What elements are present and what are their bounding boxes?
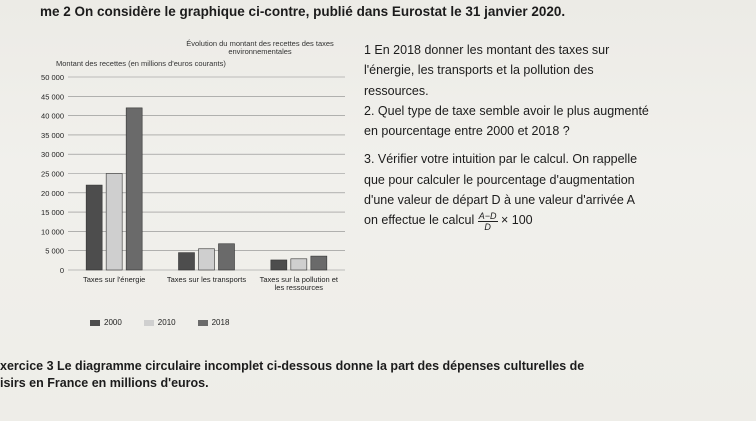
bar-2000-1 — [179, 253, 195, 270]
y-tick-label: 20 000 — [41, 188, 64, 198]
y-tick-label: 15 000 — [41, 208, 64, 218]
exercise-3-line-2: isirs en France en millions d'euros. — [0, 376, 209, 390]
category-label-1: Taxes sur les transports — [166, 275, 247, 284]
exercise-3-line-1: xercice 3 Le diagramme circulaire incomplet ci-dessous donne la part des dépenses culturelles de — [0, 359, 585, 373]
questions-block — [364, 40, 752, 232]
formula-denominator: D — [484, 221, 491, 232]
category-label-2: Taxes sur la pollution et les ressources — [259, 275, 339, 292]
legend-label: 2018 — [211, 318, 230, 327]
y-tick-label: 35 000 — [41, 130, 64, 140]
bar-2010-1 — [199, 249, 215, 270]
y-tick-label: 45 000 — [41, 92, 64, 102]
question-1-line-1: 1 En 2018 donner les montant des taxes sur — [364, 43, 610, 57]
bar-2018-0 — [126, 108, 142, 270]
bar-2000-0 — [86, 185, 102, 270]
question-2-line-1: 2. Quel type de taxe semble avoir le plus augmenté — [364, 103, 649, 118]
bar-2018-1 — [219, 244, 235, 270]
formula-tail: × 100 — [501, 213, 533, 228]
percentage-formula-fraction — [478, 211, 498, 232]
y-tick-label: 30 000 — [41, 150, 64, 160]
question-3-line-2: que pour calculer le pourcentage d'augmentation — [364, 172, 635, 187]
legend-swatch — [90, 320, 100, 326]
y-tick-label: 0 — [59, 266, 64, 275]
chart-legend — [90, 318, 251, 327]
y-tick-label: 40 000 — [41, 111, 64, 121]
question-2-line-2: en pourcentage entre 2000 et 2018 ? — [364, 124, 570, 139]
y-axis-title: Montant des recettes (en millions d'euros courants) — [56, 59, 226, 68]
legend-label: 2000 — [104, 318, 122, 327]
question-3-line-4 — [364, 210, 752, 231]
bar-2018-2 — [311, 256, 327, 270]
question-1-line-2: l'énergie, les transports et la pollution des — [364, 63, 594, 78]
legend-swatch — [198, 320, 208, 326]
formula-numerator: A−D — [478, 210, 497, 221]
question-1-line-3: ressources. — [364, 83, 429, 98]
y-tick-label: 50 000 — [41, 73, 64, 82]
question-3-line-1: 3. Vérifier votre intuition par le calcul. On rappelle — [364, 152, 638, 167]
bar-2000-2 — [271, 260, 287, 270]
exercise-2-header: me 2 On considère le graphique ci-contre, publié dans Eurostat le 31 janvier 2020. — [40, 4, 566, 19]
y-tick-label: 10 000 — [41, 227, 64, 237]
y-tick-label: 5 000 — [45, 246, 64, 256]
legend-label: 2010 — [157, 318, 176, 327]
legend-item-2018 — [198, 318, 230, 327]
legend-swatch — [144, 320, 154, 326]
legend-item-2000 — [90, 318, 122, 327]
legend-item-2010 — [144, 318, 176, 327]
question-3-line-3: d'une valeur de départ D à une valeur d'arrivée A — [364, 193, 635, 208]
bar-2010-2 — [291, 259, 307, 270]
chart-title: Évolution du montant des recettes des taxes environnementales — [186, 39, 334, 56]
exercise-3 — [0, 358, 756, 392]
formula-intro: on effectue le calcul — [364, 213, 475, 228]
category-label-0: Taxes sur l'énergie — [83, 275, 146, 284]
y-tick-label: 25 000 — [41, 169, 64, 179]
bar-2010-0 — [106, 174, 122, 271]
